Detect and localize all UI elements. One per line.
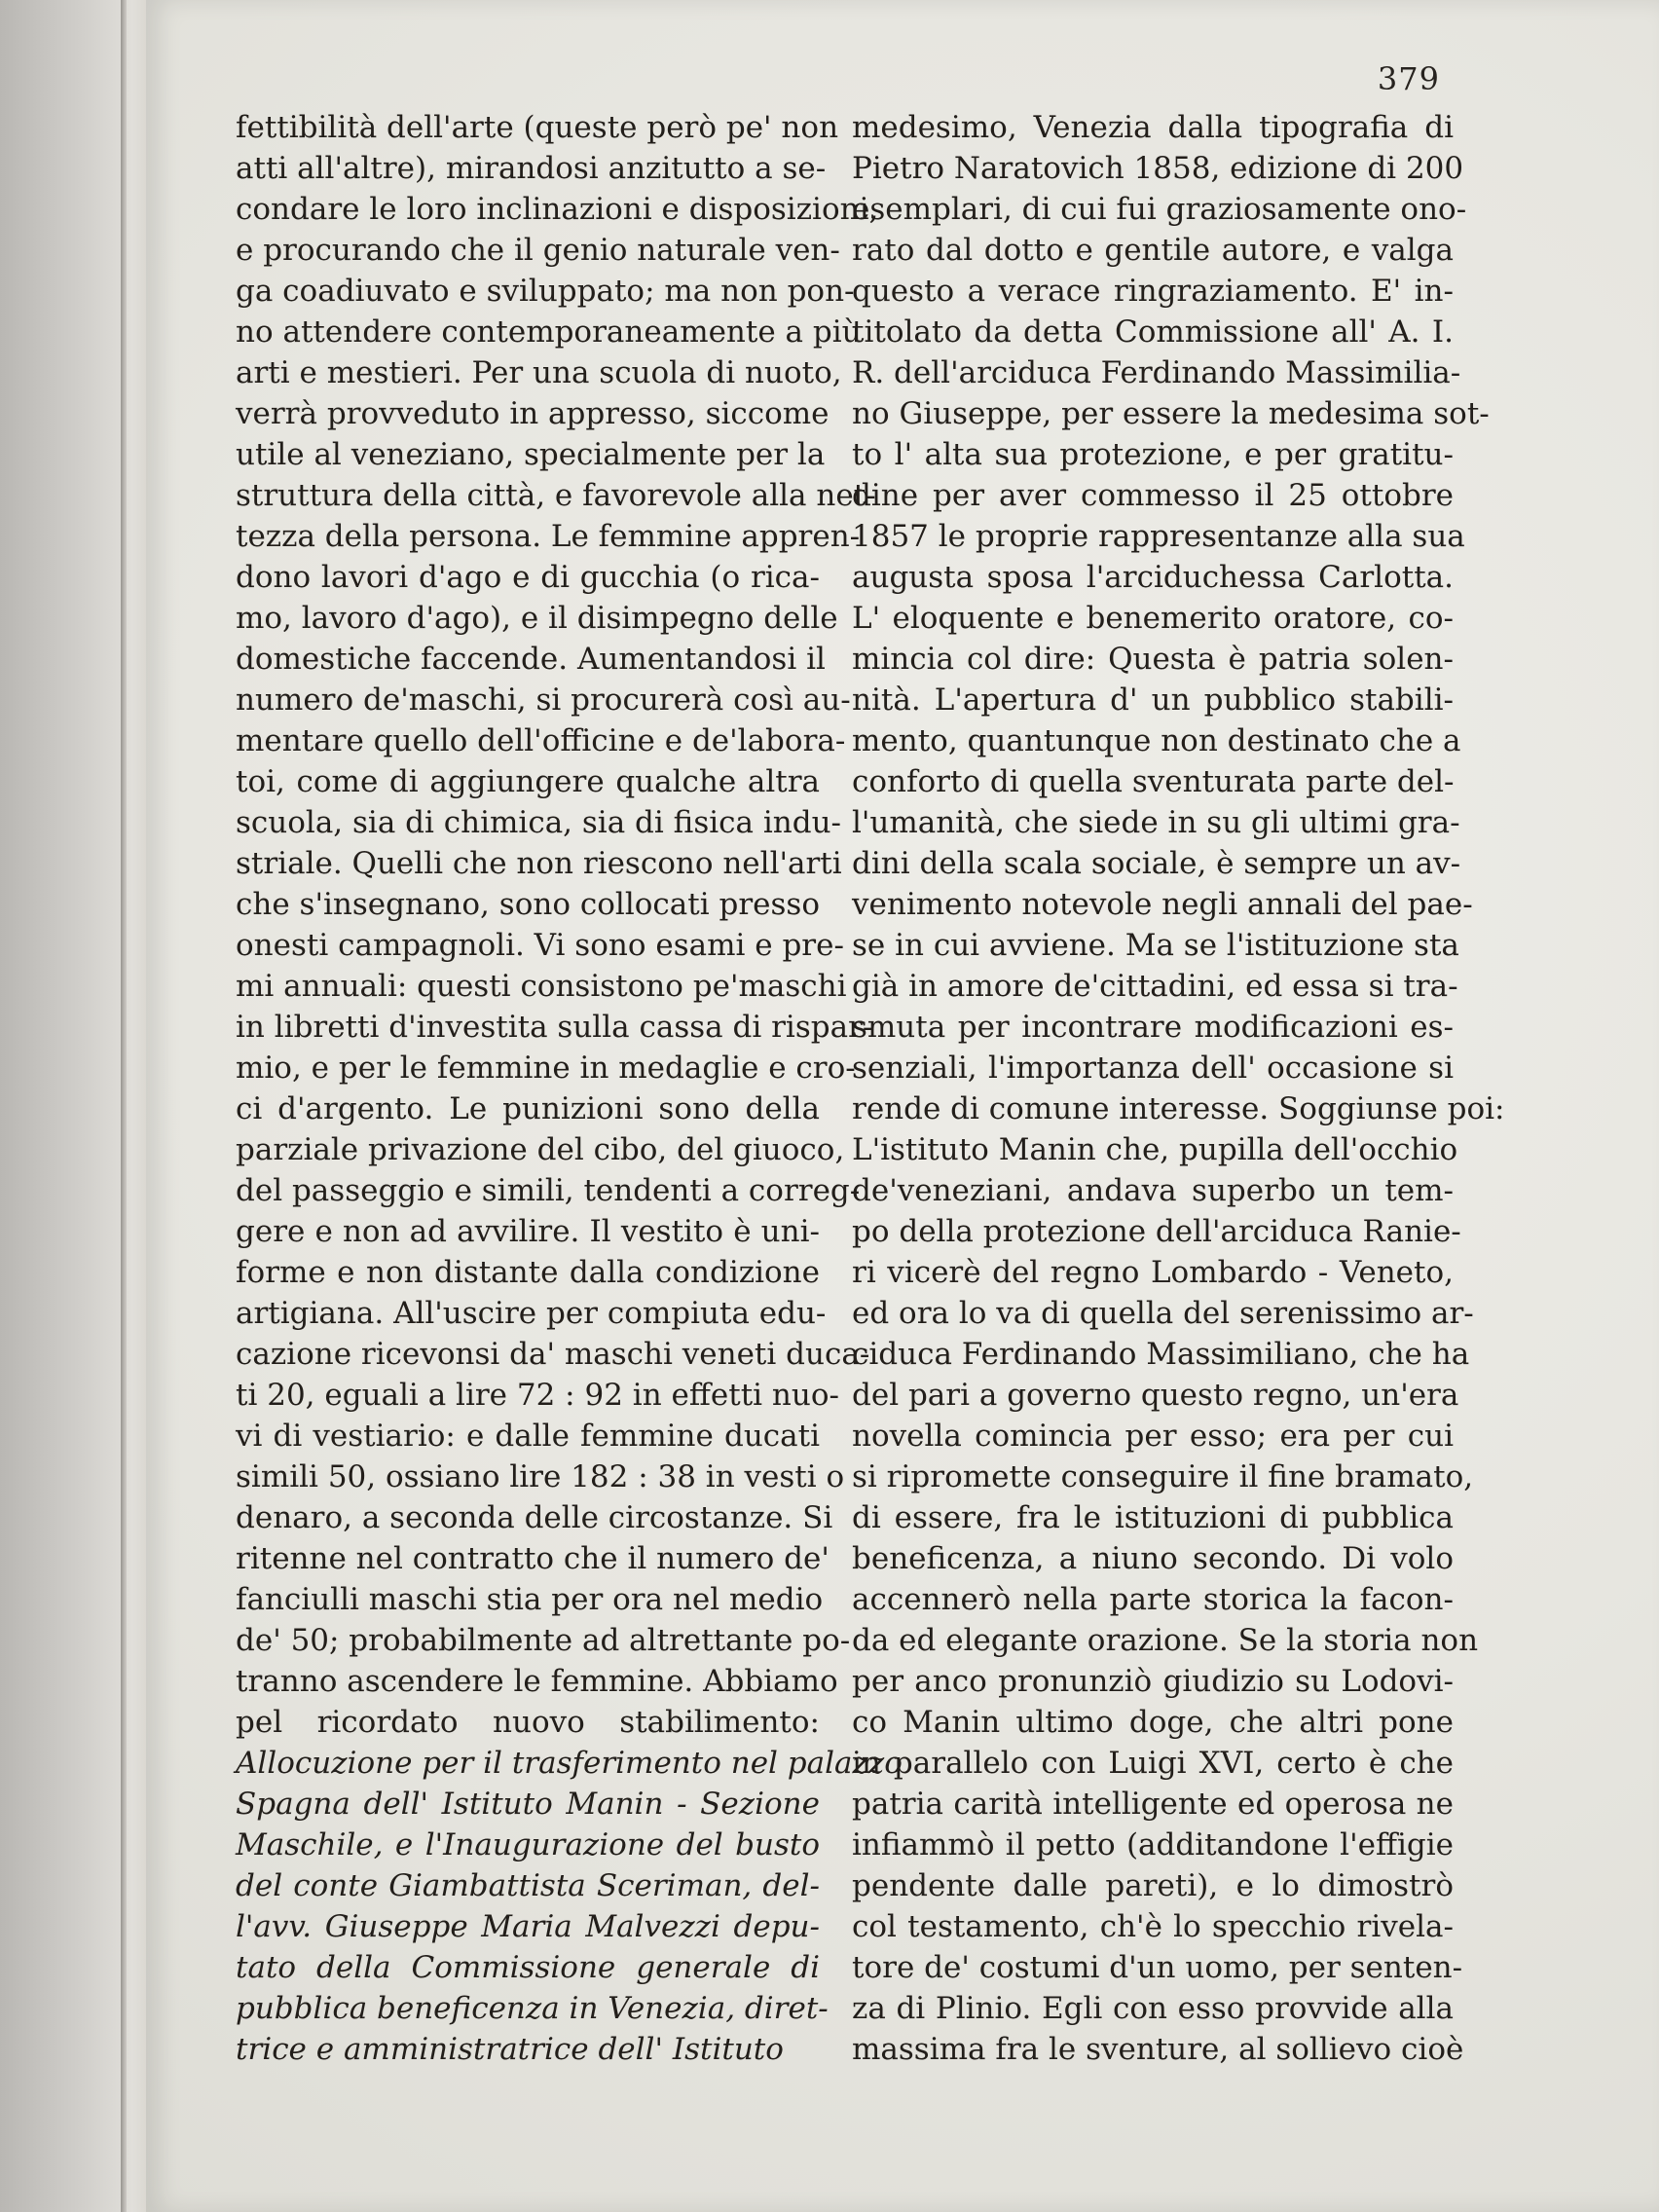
- left-line-20: che s'insegnano, sono collocati presso: [236, 887, 820, 922]
- left-line-4: e procurando che il genio naturale ven-: [236, 233, 840, 268]
- right-line-7: R. dell'arciduca Ferdinando Massimilia-: [852, 355, 1461, 390]
- left-line-39: tranno ascendere le femmine. Abbiamo: [236, 1664, 838, 1699]
- right-line-22: già in amore de'cittadini, ed essa si tra-: [852, 969, 1458, 1004]
- left-line-13: mo, lavoro d'ago), e il disimpegno delle: [236, 601, 838, 636]
- right-line-47: za di Plinio. Egli con esso provvide alla: [852, 1991, 1454, 2026]
- right-line-20: venimento notevole negli annali del pae-: [852, 887, 1473, 922]
- left-line-10: struttura della città, e favorevole alla net-: [236, 478, 876, 513]
- left-line-3: condare le loro inclinazioni e disposizioni,: [236, 192, 879, 227]
- left-line-40: pel ricordato nuovo stabilimento:: [236, 1705, 820, 1740]
- right-line-11: 1857 le proprie rappresentanze alla sua: [852, 519, 1465, 554]
- left-line-18: scuola, sia di chimica, sia di fisica indu-: [236, 805, 842, 840]
- left-line-8: verrà provveduto in appresso, siccome: [236, 396, 830, 431]
- left-line-15: numero de'maschi, si procurerà così au-: [236, 682, 851, 718]
- right-line-17: conforto di quella sventurata parte del-: [852, 764, 1455, 799]
- right-line-43: infiammò il petto (additandone l'effigie: [852, 1827, 1454, 1862]
- right-line-42: patria carità intelligente ed operosa ne: [852, 1787, 1454, 1822]
- right-line-31: ciduca Ferdinando Massimiliano, che ha: [852, 1337, 1470, 1372]
- right-line-36: beneficenza, a niuno secondo. Di volo: [852, 1541, 1454, 1576]
- right-line-18: l'umanità, che siede in su gli ultimi gra-: [852, 805, 1460, 840]
- left-line-6: no attendere contemporaneamente a più: [236, 314, 862, 350]
- spine-shadow-line: [121, 0, 127, 2212]
- left-line-30: artigiana. All'uscire per compiuta edu-: [236, 1296, 827, 1331]
- right-line-39: per anco pronunziò giudizio su Lodovi-: [852, 1664, 1454, 1699]
- left-line-7: arti e mestieri. Per una scuola di nuoto,: [236, 355, 842, 390]
- right-line-44: pendente dalle pareti), e lo dimostrò: [852, 1868, 1454, 1903]
- left-line-9: utile al veneziano, specialmente per la: [236, 437, 826, 472]
- left-line-2: atti all'altre), mirandosi anzitutto a se-: [236, 151, 827, 186]
- left-line-33: vi di vestiario: e dalle femmine ducati: [236, 1419, 820, 1454]
- left-line-12: dono lavori d'ago e di gucchia (o rica-: [236, 560, 820, 595]
- left-line-5: ga coadiuvato e sviluppato; ma non pon-: [236, 274, 855, 309]
- left-line-36: ritenne nel contratto che il numero de': [236, 1541, 830, 1576]
- right-line-5: questo a verace ringraziamento. E' in-: [852, 274, 1454, 309]
- page-number: 379: [1377, 60, 1440, 97]
- left-line-14: domestiche faccende. Aumentandosi il: [236, 642, 826, 677]
- left-line-48: trice e amministratrice dell' Istituto: [236, 2032, 784, 2067]
- left-line-29: forme e non distante dalla condizione: [236, 1255, 820, 1290]
- left-line-44: del conte Giambattista Sceriman, del-: [236, 1868, 820, 1903]
- right-line-23: smuta per incontrare modificazioni es-: [852, 1010, 1454, 1045]
- right-line-6: titolato da detta Commissione all' A. I.: [852, 314, 1454, 350]
- left-line-38: de' 50; probabilmente ad altrettante po-: [236, 1623, 851, 1658]
- right-line-4: rato dal dotto e gentile autore, e valga: [852, 233, 1454, 268]
- left-line-24: mio, e per le femmine in medaglie e cro-: [236, 1051, 856, 1086]
- left-line-41: Allocuzione per il trasferimento nel palazzo: [236, 1746, 903, 1781]
- left-line-17: toi, come di aggiungere qualche altra: [236, 764, 820, 799]
- right-line-41: in parallelo con Luigi XVI, certo è che: [852, 1746, 1454, 1781]
- left-line-22: mi annuali: questi consistono pe'maschi: [236, 969, 847, 1004]
- right-line-21: se in cui avviene. Ma se l'istituzione sta: [852, 928, 1459, 963]
- right-line-16: mento, quantunque non destinato che a: [852, 723, 1461, 758]
- left-line-46: tato della Commissione generale di: [236, 1950, 820, 1985]
- left-line-32: ti 20, eguali a lire 72 : 92 in effetti nuo-: [236, 1378, 839, 1413]
- right-line-12: augusta sposa l'arciduchessa Carlotta.: [852, 560, 1454, 595]
- left-line-34: simili 50, ossiano lire 182 : 38 in vesti o: [236, 1459, 845, 1494]
- right-line-40: co Manin ultimo doge, che altri pone: [852, 1705, 1454, 1740]
- right-line-19: dini della scala sociale, è sempre un av-: [852, 846, 1461, 881]
- right-line-14: mincia col dire: Questa è patria solen-: [852, 642, 1454, 677]
- right-line-32: del pari a governo questo regno, un'era: [852, 1378, 1459, 1413]
- left-line-27: del passeggio e simili, tendenti a correg-: [236, 1173, 861, 1208]
- right-line-46: tore de' costumi d'un uomo, per senten-: [852, 1950, 1463, 1985]
- right-line-10: dine per aver commesso il 25 ottobre: [852, 478, 1454, 513]
- right-line-25: rende di comune interesse. Soggiunse poi:: [852, 1091, 1505, 1126]
- left-line-45: l'avv. Giuseppe Maria Malvezzi depu-: [236, 1909, 820, 1944]
- left-line-37: fanciulli maschi stia per ora nel medio: [236, 1582, 824, 1617]
- left-line-23: in libretti d'investita sulla cassa di rispar-: [236, 1010, 873, 1045]
- right-line-24: senziali, l'importanza dell' occasione si: [852, 1051, 1454, 1086]
- right-line-3: esemplari, di cui fui graziosamente ono-: [852, 192, 1467, 227]
- left-line-43: Maschile, e l'Inaugurazione del busto: [236, 1827, 820, 1862]
- left-line-25: ci d'argento. Le punizioni sono della: [236, 1091, 820, 1126]
- left-line-19: striale. Quelli che non riescono nell'arti: [236, 846, 842, 881]
- left-line-35: denaro, a seconda delle circostanze. Si: [236, 1500, 833, 1535]
- book-spine: [0, 0, 170, 2212]
- right-line-45: col testamento, ch'è lo specchio rivela-: [852, 1909, 1454, 1944]
- right-line-1: medesimo, Venezia dalla tipografia di: [852, 110, 1454, 145]
- left-line-47: pubblica beneficenza in Venezia, diret-: [236, 1991, 829, 2026]
- right-line-27: de'veneziani, andava superbo un tem-: [852, 1173, 1454, 1208]
- left-line-21: onesti campagnoli. Vi sono esami e pre-: [236, 928, 844, 963]
- right-line-29: ri vicerè del regno Lombardo - Veneto,: [852, 1255, 1454, 1290]
- right-line-28: po della protezione dell'arciduca Ranie-: [852, 1214, 1461, 1249]
- right-line-9: to l' alta sua protezione, e per gratitu-: [852, 437, 1454, 472]
- right-line-26: L'istituto Manin che, pupilla dell'occhio: [852, 1132, 1458, 1167]
- left-line-1: fettibilità dell'arte (queste però pe' non: [236, 110, 839, 145]
- left-line-11: tezza della persona. Le femmine appren-: [236, 519, 861, 554]
- right-line-2: Pietro Naratovich 1858, edizione di 200: [852, 151, 1464, 186]
- left-line-31: cazione ricevonsi da' maschi veneti duca-: [236, 1337, 870, 1372]
- left-line-28: gere e non ad avvilire. Il vestito è uni-: [236, 1214, 820, 1249]
- right-line-13: L' eloquente e benemerito oratore, co-: [852, 601, 1454, 636]
- right-line-8: no Giuseppe, per essere la medesima sot-: [852, 396, 1490, 431]
- left-line-26: parziale privazione del cibo, del giuoco,: [236, 1132, 845, 1167]
- left-line-16: mentare quello dell'officine e de'labora-: [236, 723, 846, 758]
- right-text-column: [852, 107, 1505, 2070]
- right-line-30: ed ora lo va di quella del serenissimo ar-: [852, 1296, 1474, 1331]
- right-line-37: accennerò nella parte storica la facon-: [852, 1582, 1454, 1617]
- right-line-33: novella comincia per esso; era per cui: [852, 1419, 1454, 1454]
- left-line-42: Spagna dell' Istituto Manin - Sezione: [236, 1787, 820, 1822]
- right-line-35: di essere, fra le istituzioni di pubblica: [852, 1500, 1454, 1535]
- right-line-34: si ripromette conseguire il fine bramato,: [852, 1459, 1474, 1494]
- right-line-48: massima fra le sventure, al sollievo cioè: [852, 2032, 1464, 2067]
- right-line-15: nità. L'apertura d' un pubblico stabili-: [852, 682, 1454, 718]
- right-line-38: da ed elegante orazione. Se la storia non: [852, 1623, 1479, 1658]
- left-text-column: [236, 107, 903, 2070]
